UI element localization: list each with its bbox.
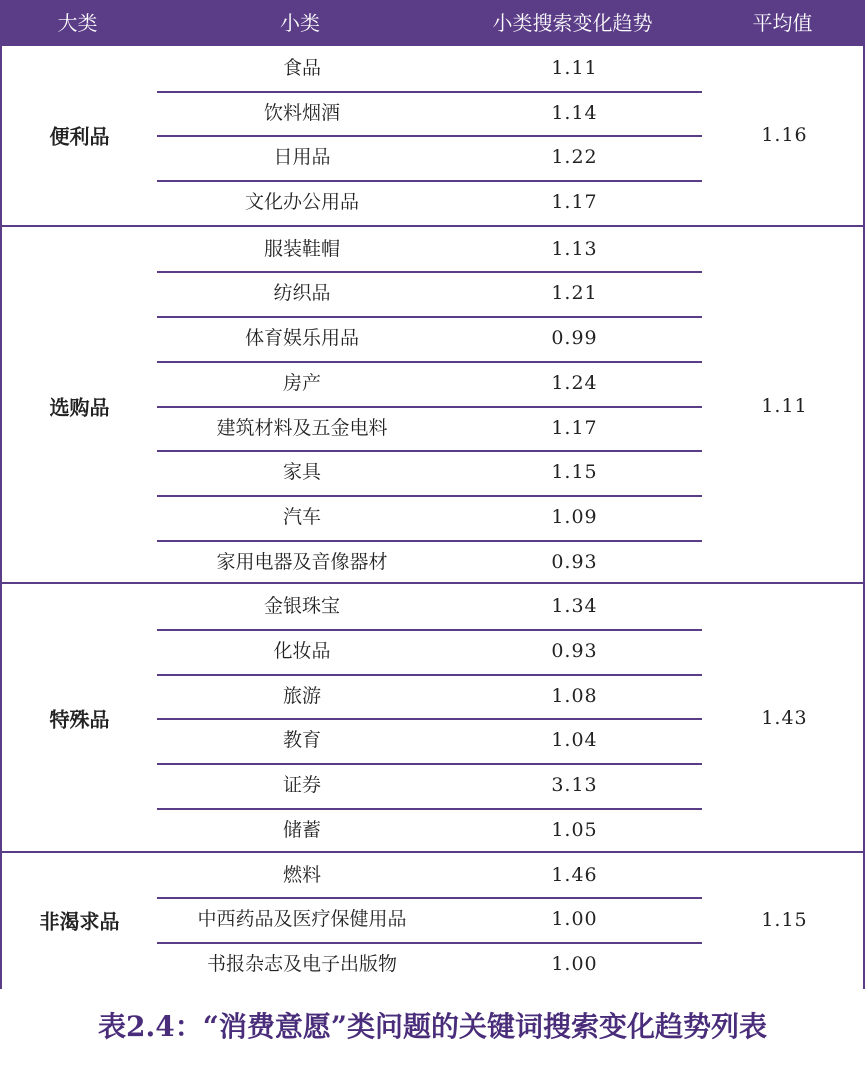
search-trend-value: 1.15 bbox=[551, 461, 598, 484]
major-category-label: 特殊品 bbox=[49, 707, 110, 732]
search-trend-value: 1.24 bbox=[551, 371, 598, 394]
subcategory-name: 日用品 bbox=[273, 146, 331, 169]
subcategory-name: 建筑材料及五金电料 bbox=[216, 416, 388, 439]
subcategory-name: 服装鞋帽 bbox=[263, 237, 340, 260]
subcategory-name: 教育 bbox=[282, 729, 321, 752]
major-category-label: 非渴求品 bbox=[39, 909, 120, 934]
search-trend-value: 1.17 bbox=[551, 416, 598, 439]
search-trend-value: 1.00 bbox=[551, 908, 598, 931]
table-row bbox=[157, 271, 702, 318]
subcategory-name: 旅游 bbox=[282, 684, 321, 707]
table-row bbox=[157, 406, 702, 453]
major-category-label: 选购品 bbox=[49, 395, 110, 420]
subcategory-name: 化妆品 bbox=[273, 640, 331, 663]
subcategory-name: 证券 bbox=[282, 774, 321, 797]
search-trend-value: 3.13 bbox=[551, 774, 598, 797]
header-trend: 小类搜索变化趋势 bbox=[492, 11, 653, 35]
header-average: 平均值 bbox=[752, 11, 813, 35]
subcategory-name: 家具 bbox=[282, 461, 321, 484]
search-trend-value: 1.08 bbox=[551, 684, 598, 707]
table-row bbox=[157, 46, 702, 93]
table-row bbox=[157, 495, 702, 542]
table-row bbox=[157, 135, 702, 182]
table-row bbox=[157, 180, 702, 225]
subcategory-name: 文化办公用品 bbox=[244, 191, 359, 214]
search-trend-value: 1.09 bbox=[551, 505, 598, 528]
table-row bbox=[157, 853, 702, 900]
subcategory-name: 书报杂志及电子出版物 bbox=[206, 952, 397, 975]
table-row bbox=[157, 316, 702, 363]
table-row bbox=[157, 584, 702, 631]
table-row bbox=[157, 629, 702, 676]
subcategory-name: 家用电器及音像器材 bbox=[216, 550, 388, 573]
search-trend-value: 1.17 bbox=[551, 191, 598, 214]
subcategory-name: 储蓄 bbox=[282, 818, 321, 841]
category-group bbox=[2, 582, 863, 850]
search-trend-value: 1.46 bbox=[551, 863, 598, 886]
table-row bbox=[157, 897, 702, 944]
search-trend-value: 1.00 bbox=[551, 952, 598, 975]
search-trend-value: 0.93 bbox=[551, 550, 598, 573]
table-header bbox=[0, 0, 865, 46]
average-value: 1.11 bbox=[761, 394, 808, 417]
table-row bbox=[157, 450, 702, 497]
average-value: 1.43 bbox=[761, 707, 808, 730]
category-group bbox=[2, 225, 863, 583]
subcategory-name: 纺织品 bbox=[273, 282, 331, 305]
search-trend-value: 0.99 bbox=[551, 327, 598, 350]
table-caption: 表2.4：“消费意愿”类问题的关键词搜索变化趋势列表 bbox=[98, 1010, 767, 1043]
average-value: 1.15 bbox=[761, 908, 808, 931]
header-major: 大类 bbox=[57, 11, 98, 35]
table-row bbox=[157, 763, 702, 810]
table-row bbox=[157, 718, 702, 765]
table-body bbox=[0, 46, 865, 989]
header-minor: 小类 bbox=[280, 11, 320, 35]
table-row bbox=[157, 361, 702, 408]
search-trend-value: 1.11 bbox=[551, 57, 598, 79]
subcategory-name: 饮料烟酒 bbox=[263, 101, 340, 124]
search-trend-value: 0.93 bbox=[551, 640, 598, 663]
subcategory-name: 房产 bbox=[282, 371, 321, 394]
category-group bbox=[2, 851, 863, 985]
table-row bbox=[157, 540, 702, 585]
subcategory-name: 食品 bbox=[282, 57, 321, 79]
average-value: 1.16 bbox=[761, 124, 808, 147]
search-trend-value: 1.21 bbox=[551, 282, 598, 305]
search-trend-value: 1.14 bbox=[551, 101, 598, 124]
search-trend-value: 1.22 bbox=[551, 146, 598, 169]
table-row bbox=[157, 227, 702, 274]
subcategory-name: 燃料 bbox=[282, 863, 321, 886]
subcategory-name: 金银珠宝 bbox=[263, 595, 340, 618]
search-trend-value: 1.04 bbox=[551, 729, 598, 752]
table-row bbox=[157, 808, 702, 853]
subcategory-name: 汽车 bbox=[282, 505, 321, 528]
subcategory-name: 体育娱乐用品 bbox=[244, 327, 359, 350]
subcategory-name: 中西药品及医疗保健用品 bbox=[197, 908, 407, 931]
major-category-label: 便利品 bbox=[49, 124, 110, 149]
table-row bbox=[157, 674, 702, 721]
category-group bbox=[2, 46, 863, 225]
search-trend-value: 1.34 bbox=[551, 595, 598, 618]
table-row bbox=[157, 91, 702, 138]
table-row bbox=[157, 942, 702, 987]
search-trend-value: 1.13 bbox=[551, 237, 598, 260]
search-trend-value: 1.05 bbox=[551, 818, 598, 841]
